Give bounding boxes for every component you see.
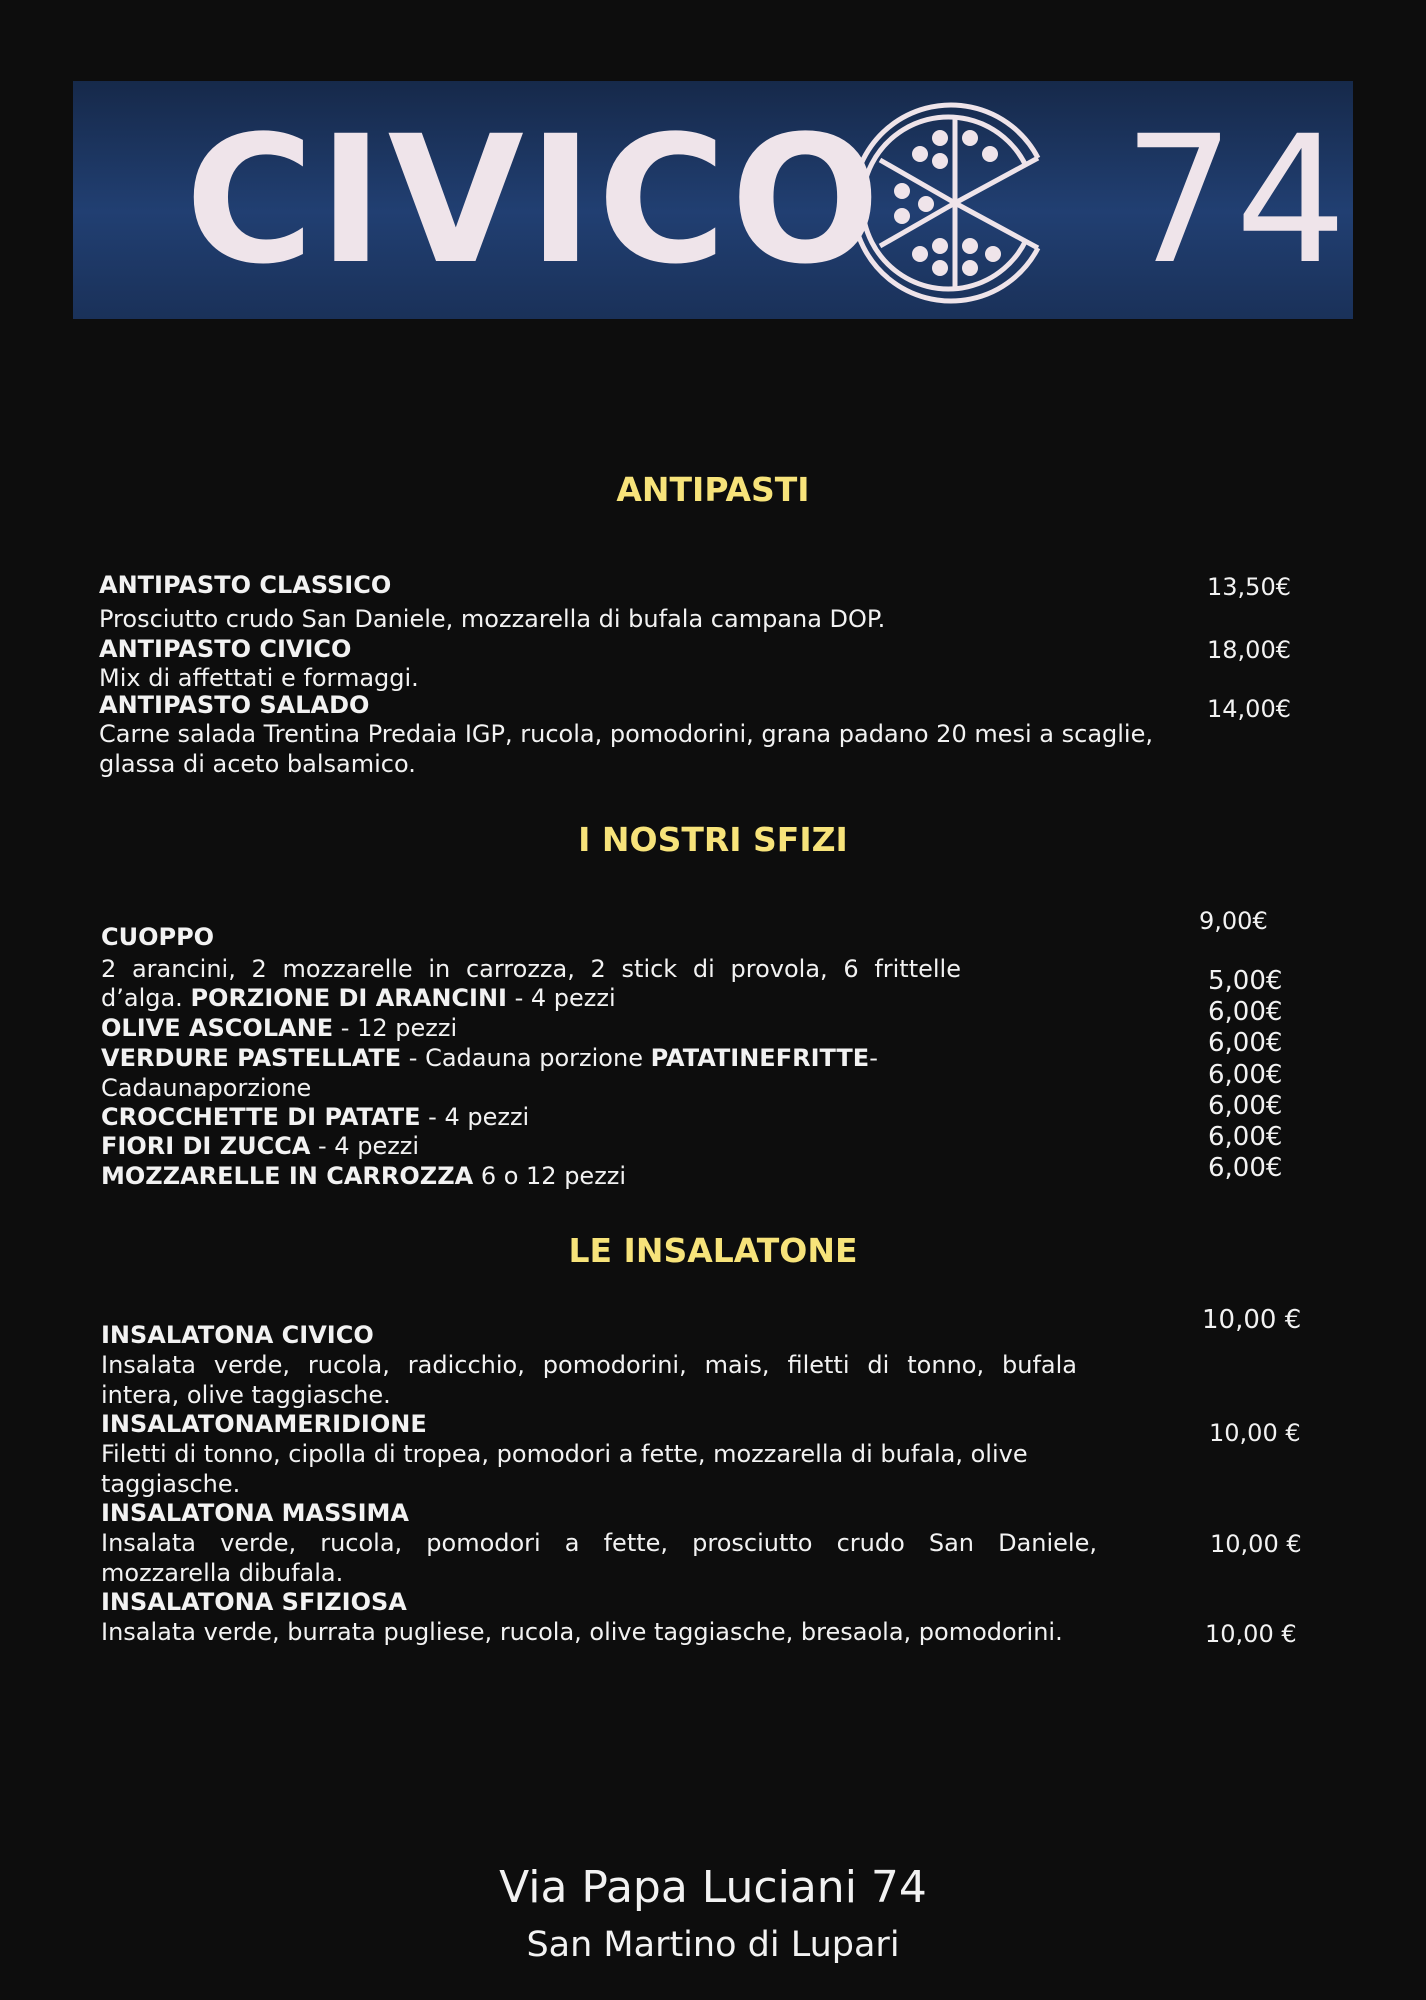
item-title: INSALATONA MASSIMA [101, 1499, 410, 1527]
item-price: 10,00 € [1202, 1305, 1302, 1335]
item-detail: - 4 pezzi [506, 984, 616, 1012]
item-name [99, 690, 369, 720]
item-description: Carne salada Trentina Predaia IGP, rucola, pomodorini, grana padano 20 mesi a scaglie, [99, 720, 1153, 748]
footer-city: San Martino di Lupari [526, 1925, 900, 1965]
item-description: Insalata verde, burrata pugliese, rucola, olive taggiasche, bresaola, pomodorini. [101, 1618, 1063, 1646]
section-title-antipasti: ANTIPASTI [616, 470, 810, 509]
item-price: 9,00€ [1199, 907, 1268, 935]
item-name [101, 1043, 878, 1073]
item-title: ANTIPASTO SALADO [99, 691, 370, 719]
item-detail: 6 o 12 pezzi [473, 1162, 627, 1190]
item-price: 6,00€ [1208, 1091, 1283, 1121]
item-description: Prosciutto crudo San Daniele, mozzarella di bufala campana DOP. [99, 605, 886, 633]
item-description: Insalata verde, rucola, pomodori a fette, prosciutto crudo San Daniele, [101, 1529, 1097, 1557]
item-title: ANTIPASTO CLASSICO [99, 571, 392, 599]
item-name [101, 1161, 626, 1191]
item-description: Filetti di tonno, cipolla di tropea, pomodori a fette, mozzarella di bufala, olive [101, 1440, 1028, 1468]
item-detail: Cadaunaporzione [101, 1074, 312, 1102]
item-description: taggiasche. [101, 1470, 241, 1498]
section-title-insalatone: LE INSALATONE [568, 1231, 858, 1270]
item-price: 6,00€ [1208, 1060, 1283, 1090]
item-name [99, 570, 391, 600]
item-price: 18,00€ [1207, 636, 1291, 664]
item-price: 5,00€ [1208, 966, 1283, 996]
item-description: intera, olive taggiasche. [101, 1381, 391, 1409]
item-name [101, 1498, 409, 1528]
item-detail: - [869, 1044, 878, 1072]
item-name [99, 634, 351, 664]
item-price: 10,00 € [1205, 1620, 1297, 1648]
item-title: VERDURE PASTELLATE [101, 1044, 402, 1072]
item-name [101, 1320, 374, 1350]
item-price: 6,00€ [1208, 997, 1283, 1027]
item-description: glassa di aceto balsamico. [99, 750, 416, 778]
item-name [101, 1102, 529, 1132]
item-title: OLIVE ASCOLANE [101, 1014, 334, 1042]
item-title: INSALATONAMERIDIONE [101, 1410, 427, 1438]
item-price: 10,00 € [1209, 1419, 1301, 1447]
logo-banner [73, 81, 1353, 319]
item-price: 10,00 € [1210, 1530, 1302, 1558]
item-description [101, 983, 616, 1013]
item-name [101, 1013, 457, 1043]
item-title: PATATINEFRITTE [650, 1044, 870, 1072]
item-price: 6,00€ [1208, 1153, 1283, 1183]
item-name [101, 1409, 427, 1439]
item-title: ANTIPASTO CIVICO [99, 635, 352, 663]
logo-word: CIVICO [185, 98, 885, 303]
item-title: MOZZARELLE IN CARROZZA [101, 1162, 474, 1190]
item-name [101, 1131, 419, 1161]
item-description: Mix di affettati e formaggi. [99, 664, 419, 692]
item-title: CROCCHETTE DI PATATE [101, 1103, 421, 1131]
item-title: INSALATONA SFIZIOSA [101, 1588, 407, 1616]
item-title: CUOPPO [101, 923, 215, 951]
footer-address: Via Papa Luciani 74 [499, 1862, 927, 1913]
item-price: 14,00€ [1207, 695, 1291, 723]
item-detail: - 4 pezzi [310, 1132, 420, 1160]
item-name [101, 1587, 407, 1617]
item-name [101, 922, 214, 952]
logo-number: 74 [1123, 98, 1347, 303]
item-price: 6,00€ [1208, 1028, 1283, 1058]
item-description: mozzarella dibufala. [101, 1559, 344, 1587]
pizza-icon [848, 96, 1062, 310]
item-description: Insalata verde, rucola, radicchio, pomodorini, mais, filetti di tonno, bufala [101, 1351, 1077, 1379]
item-detail: - 4 pezzi [420, 1103, 530, 1131]
item-title: INSALATONA CIVICO [101, 1321, 374, 1349]
item-title: FIORI DI ZUCCA [101, 1132, 311, 1160]
item-detail: - 12 pezzi [333, 1014, 458, 1042]
section-title-sfizi: I NOSTRI SFIZI [578, 820, 848, 859]
item-description-text: d’alga. [101, 984, 183, 1012]
item-description: 2 arancini, 2 mozzarelle in carrozza, 2 stick di provola, 6 frittelle [101, 955, 961, 983]
item-price: 6,00€ [1208, 1122, 1283, 1152]
item-detail: - Cadauna porzione [401, 1044, 651, 1072]
item-title: PORZIONE DI ARANCINI [190, 984, 507, 1012]
item-price: 13,50€ [1207, 573, 1291, 601]
